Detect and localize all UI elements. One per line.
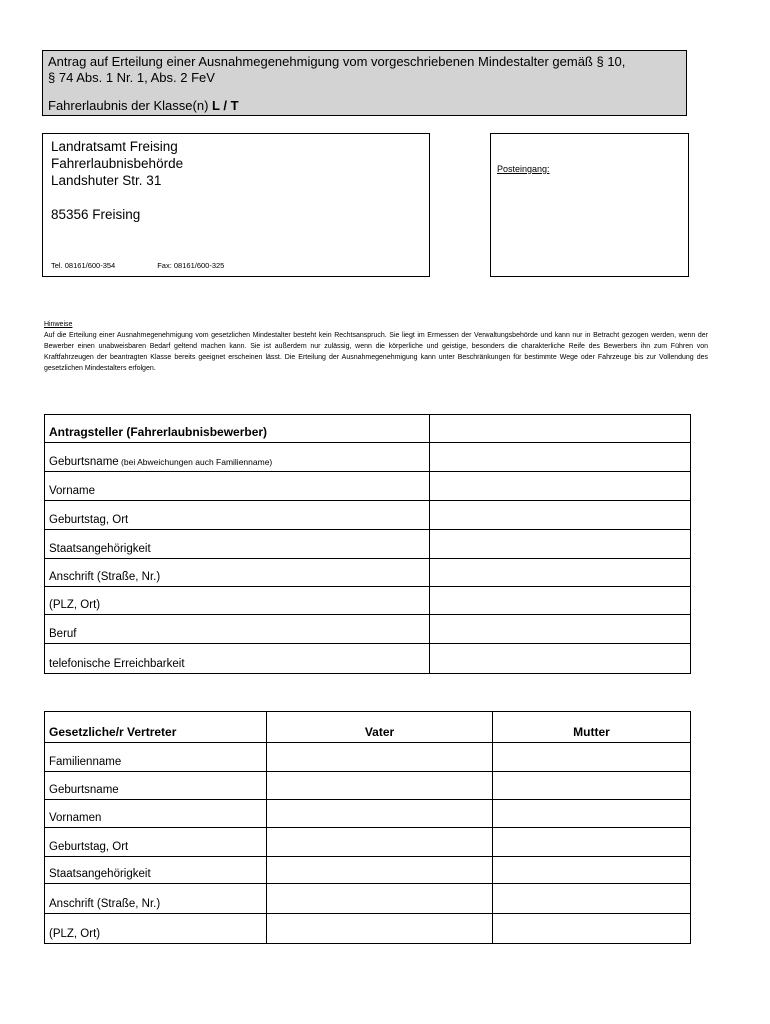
mother-birth-name-field[interactable] [493, 772, 691, 800]
guardian-heading: Gesetzliche/r Vertreter [45, 712, 267, 743]
father-address-field[interactable] [267, 884, 493, 914]
hints-section [44, 319, 708, 374]
guardian-nationality-label: Staatsangehörigkeit [45, 857, 267, 884]
birth-name-note: (bei Abweichungen auch Familienname) [118, 457, 273, 467]
guardian-zip-city-label: (PLZ, Ort) [45, 914, 267, 944]
post-receipt-label: Posteingang: [497, 164, 550, 174]
authority-street: Landshuter Str. 31 [51, 173, 162, 188]
birth-name-field[interactable] [430, 443, 691, 472]
first-name-label: Vorname [45, 472, 430, 501]
father-family-name-field[interactable] [267, 743, 493, 772]
birth-name-label: Geburtsname [49, 456, 119, 468]
authority-name: Landratsamt Freising [51, 139, 178, 154]
form-title-line-2: § 74 Abs. 1 Nr. 1, Abs. 2 FeV [48, 70, 215, 85]
first-name-field[interactable] [430, 472, 691, 501]
mother-address-field[interactable] [493, 884, 691, 914]
father-column-header: Vater [267, 712, 493, 743]
guardian-first-names-label: Vornamen [45, 800, 267, 828]
post-receipt-box [490, 133, 689, 277]
zip-city-label: (PLZ, Ort) [45, 587, 430, 615]
license-class-value: L / T [212, 98, 239, 113]
applicant-heading-value-cell[interactable] [430, 415, 691, 443]
hints-text: Auf die Erteilung einer Ausnahmegenehmigung vom gesetzlichen Mindestalter besteht kein Rechtsanspruch. Sie liegt im Ermessen der Verwaltungsbehörde und kann nur in Betracht gezogen werden, wenn der Bewerber einen unabweisbaren Bedarf geltend machen kann. Sie ist außerdem nur zulässig, wenn die körperliche und geistige, besonders die charakterliche Reife des Bewerbers ihn zum Führen von Kraftfahrzeugen der beantragten Klasse bereits geeignet erscheinen lässt. Die Erteilung der Ausnahmegenehmigung kann unter Beschränkungen für bestimmte Wege oder Fahrzeuge bis zur Vollendung des gesetzlichen Mindestalters erfolgen. [44, 332, 708, 372]
nationality-label: Staatsangehörigkeit [45, 530, 430, 559]
license-class-label: Fahrerlaubnis der Klasse(n) [48, 98, 213, 113]
father-birth-date-place-field[interactable] [267, 828, 493, 857]
birth-date-place-field[interactable] [430, 501, 691, 530]
nationality-field[interactable] [430, 530, 691, 559]
authority-city: 85356 Freising [51, 207, 141, 222]
occupation-label: Beruf [45, 615, 430, 644]
authority-fax: Fax: 08161/600-325 [157, 261, 225, 270]
mother-first-names-field[interactable] [493, 800, 691, 828]
authority-address-box [42, 133, 430, 277]
phone-field[interactable] [430, 644, 691, 674]
mother-birth-date-place-field[interactable] [493, 828, 691, 857]
guardian-table [44, 711, 691, 944]
authority-contact [51, 257, 224, 274]
mother-nationality-field[interactable] [493, 857, 691, 884]
mother-family-name-field[interactable] [493, 743, 691, 772]
hints-title: Hinweise [44, 321, 73, 328]
authority-department: Fahrerlaubnisbehörde [51, 156, 184, 171]
occupation-field[interactable] [430, 615, 691, 644]
birth-name-label-cell [45, 443, 430, 472]
applicant-table [44, 414, 691, 674]
address-label: Anschrift (Straße, Nr.) [45, 559, 430, 587]
guardian-birth-date-place-label: Geburtstag, Ort [45, 828, 267, 857]
mother-zip-city-field[interactable] [493, 914, 691, 944]
guardian-birth-name-label: Geburtsname [45, 772, 267, 800]
father-first-names-field[interactable] [267, 800, 493, 828]
guardian-address-label: Anschrift (Straße, Nr.) [45, 884, 267, 914]
mother-column-header: Mutter [493, 712, 691, 743]
father-birth-name-field[interactable] [267, 772, 493, 800]
phone-label: telefonische Erreichbarkeit [45, 644, 430, 674]
guardian-family-name-label: Familienname [45, 743, 267, 772]
authority-tel: Tel. 08161/600-354 [51, 261, 116, 270]
form-title-line-1: Antrag auf Erteilung einer Ausnahmegenehmigung vom vorgeschriebenen Mindestalter gemäß § 10, [48, 54, 626, 69]
zip-city-field[interactable] [430, 587, 691, 615]
father-zip-city-field[interactable] [267, 914, 493, 944]
address-field[interactable] [430, 559, 691, 587]
birth-date-place-label: Geburtstag, Ort [45, 501, 430, 530]
form-title-box [42, 50, 687, 116]
applicant-heading: Antragsteller (Fahrerlaubnisbewerber) [45, 415, 430, 443]
license-class-line [48, 98, 681, 114]
father-nationality-field[interactable] [267, 857, 493, 884]
